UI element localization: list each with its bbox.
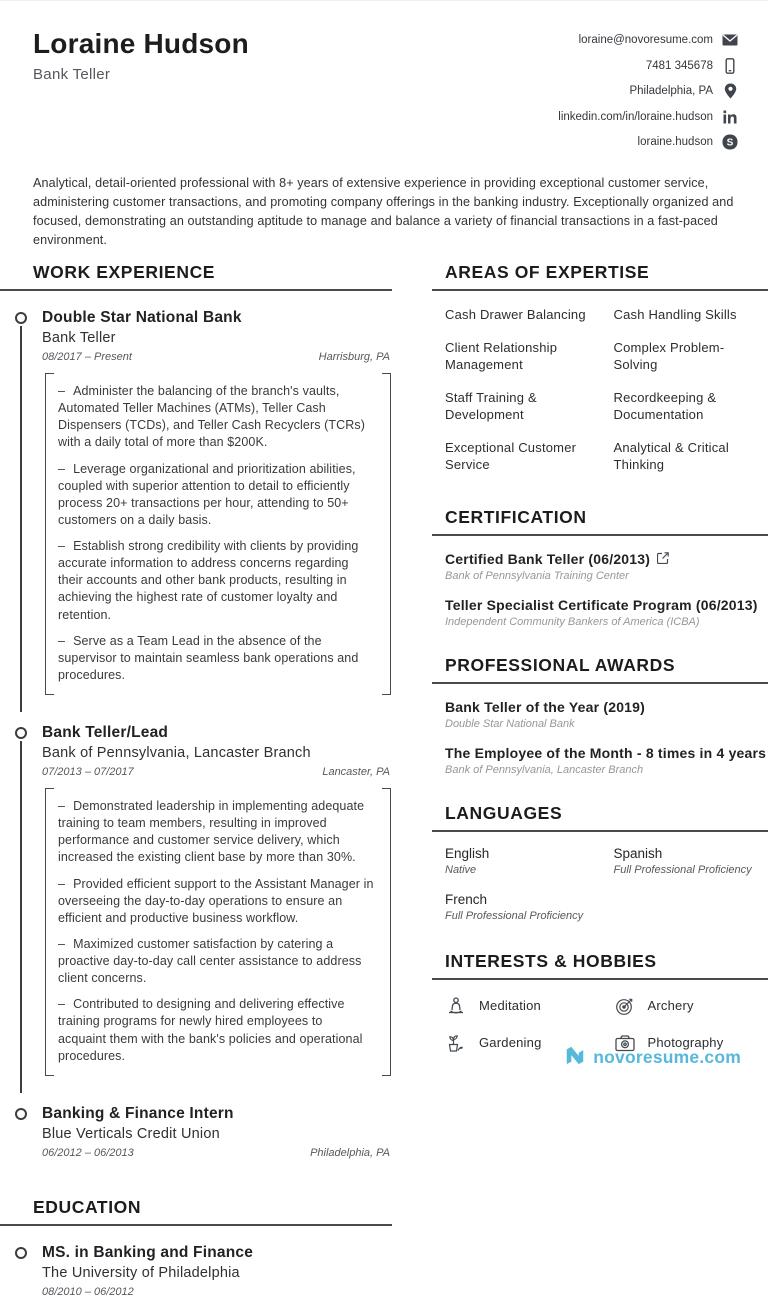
language-level: Full Professional Proficiency [614,864,768,876]
email-icon [722,32,738,48]
award-issuer: Double Star National Bank [445,718,768,730]
work-entry-role-title: Bank Teller/Lead [42,724,392,742]
person-job-title: Bank Teller [33,66,249,83]
bullet-item: – Establish strong credibility with clients by providing accurate information to address concerns regarding their accounts and other bank products, resulting in achieving the highest rate of customer loyalty and retention. [58,538,374,624]
linkedin-icon [722,109,738,125]
contact-list [558,28,738,160]
language-name: Spanish [614,846,768,861]
award-title: Bank Teller of the Year (2019) [445,699,645,715]
work-entry-location: Lancaster, PA [322,766,390,778]
certification-item [432,551,768,582]
language-level: Native [445,864,600,876]
location-pin-icon [722,83,738,99]
work-entry-dates: 06/2012 – 06/2013 [42,1147,134,1159]
skill-item: Staff Training & Development [445,389,600,424]
language-name: English [445,846,600,861]
language-name: French [445,892,600,907]
bullet-item: – Contributed to designing and delivering effective training programs for newly hired employees to acquaint them with the bank's policies and operational procedures. [58,996,374,1065]
languages-heading: LANGUAGES [432,803,768,832]
contact-phone[interactable] [646,58,738,74]
contact-phone-text: 7481 345678 [646,60,713,72]
work-entry-location: Harrisburg, PA [319,351,390,363]
education-degree: MS. in Banking and Finance [42,1244,392,1262]
hobby-item [614,995,768,1017]
language-item [614,846,768,876]
certification-title: Teller Specialist Certificate Program (06/2013) [445,597,758,613]
hobby-label: Photography [648,1035,724,1050]
work-entry [0,309,392,695]
certification-section [432,507,768,628]
bullet-item: – Serve as a Team Lead in the absence of the supervisor to maintain seamless bank operations and procedures. [58,633,374,684]
work-entry-company: Double Star National Bank [42,309,392,327]
work-entry-company: Blue Verticals Credit Union [42,1126,392,1142]
work-entry [0,1105,392,1159]
award-title: The Employee of the Month - 8 times in 4 years [445,745,766,761]
contact-location[interactable] [629,83,738,99]
work-entry-bullets [42,373,392,695]
skill-item: Analytical & Critical Thinking [614,439,768,474]
bullet-item: – Leverage organizational and prioritization abilities, coupled with superior attention to detail to efficiently process 20+ transactions per hour, attending to 50+ customers on a daily basis. [58,461,374,530]
expertise-heading: AREAS OF EXPERTISE [432,262,768,291]
novoresume-logo-icon [564,1044,586,1071]
contact-location-text: Philadelphia, PA [629,85,713,97]
contact-email[interactable] [579,32,738,48]
svg-text:S: S [727,138,734,149]
hobby-label: Meditation [479,998,541,1013]
external-link-icon[interactable] [657,551,669,567]
work-experience-heading: WORK EXPERIENCE [0,262,392,291]
work-experience-timeline [0,291,392,1159]
work-entry-dates: 07/2013 – 07/2017 [42,766,134,778]
resume-header [0,1,768,160]
person-name: Loraine Hudson [33,28,249,60]
bullet-item: – Provided efficient support to the Assistant Manager in overseeing the day-to-day operations to ensure an efficient and productive business workflow. [58,876,374,927]
language-item [445,892,600,922]
contact-skype-text: loraine.hudson [638,136,713,148]
identity-block [33,28,249,160]
certification-title: Certified Bank Teller (06/2013) [445,551,650,567]
bullet-item: – Demonstrated leadership in implementing adequate training to team members, resulting in improved performance and customer service delivery, which increased the existing client base by more than 30%. [58,798,374,867]
contact-skype[interactable] [638,134,738,150]
content-columns [0,262,768,1298]
award-issuer: Bank of Pennsylvania, Lancaster Branch [445,764,768,776]
certification-item [432,597,768,628]
expertise-section [432,262,768,480]
gardening-icon [445,1032,467,1054]
work-entry-location: Philadelphia, PA [310,1147,390,1159]
hobby-label: Gardening [479,1035,542,1050]
language-item [445,846,600,876]
right-column [432,262,768,1298]
meditation-icon [445,995,467,1017]
left-column [0,262,392,1298]
skill-item: Client Relationship Management [445,339,600,374]
education-entry [0,1244,392,1298]
skill-item: Complex Problem-Solving [614,339,768,374]
work-entry [0,724,392,1076]
interests-section [432,951,768,1054]
award-item [432,745,768,776]
skype-icon [722,134,738,150]
archery-icon [614,995,636,1017]
education-school: The University of Philadelphia [42,1265,392,1281]
skill-item: Exceptional Customer Service [445,439,600,474]
hobby-label: Archery [648,998,694,1013]
skill-item: Cash Drawer Balancing [445,306,600,324]
work-entry-company: Bank of Pennsylvania, Lancaster Branch [42,745,392,761]
certification-issuer: Bank of Pennsylvania Training Center [445,570,768,582]
skill-item: Cash Handling Skills [614,306,768,324]
brand-text: novoresume.com [593,1047,741,1068]
hobby-item [445,995,600,1017]
bullet-item: – Administer the balancing of the branch's vaults, Automated Teller Machines (ATMs), Teller Cash Dispensers (TCDs), and Teller Cash Recyclers (TCRs) with a daily total of more than $200K. [58,383,374,452]
contact-linkedin[interactable] [558,109,738,125]
certification-heading: CERTIFICATION [432,507,768,536]
interests-heading: INTERESTS & HOBBIES [432,951,768,980]
work-entry-role: Bank Teller [42,330,392,346]
skill-item: Recordkeeping & Documentation [614,389,768,424]
awards-section [432,655,768,776]
award-item [432,699,768,730]
awards-heading: PROFESSIONAL AWARDS [432,655,768,684]
work-entry-role-title: Banking & Finance Intern [42,1105,392,1123]
professional-summary: Analytical, detail-oriented professional with 8+ years of extensive experience in providing exceptional customer service, administering customer transactions, and promoting company offerings in the banking industry. Exceptionally organized and focused, demonstrating an outstanding aptitude to manage and balance a variety of financial transactions in a fast-paced environment. [33,174,735,251]
contact-email-text: loraine@novoresume.com [579,34,713,46]
contact-linkedin-text: linkedin.com/in/loraine.hudson [558,111,713,123]
bullet-item: – Maximized customer satisfaction by catering a proactive day-to-day call center assistance to address client concerns. [58,936,374,987]
novoresume-brand[interactable] [564,1044,741,1071]
education-heading: EDUCATION [0,1197,392,1226]
phone-icon [722,58,738,74]
languages-section [432,803,768,924]
language-level: Full Professional Proficiency [445,910,600,922]
work-entry-dates: 08/2017 – Present [42,351,132,363]
work-entry-bullets [42,788,392,1076]
education-dates: 08/2010 – 06/2012 [42,1286,134,1298]
education-section [0,1197,392,1298]
certification-issuer: Independent Community Bankers of America (ICBA) [445,616,768,628]
